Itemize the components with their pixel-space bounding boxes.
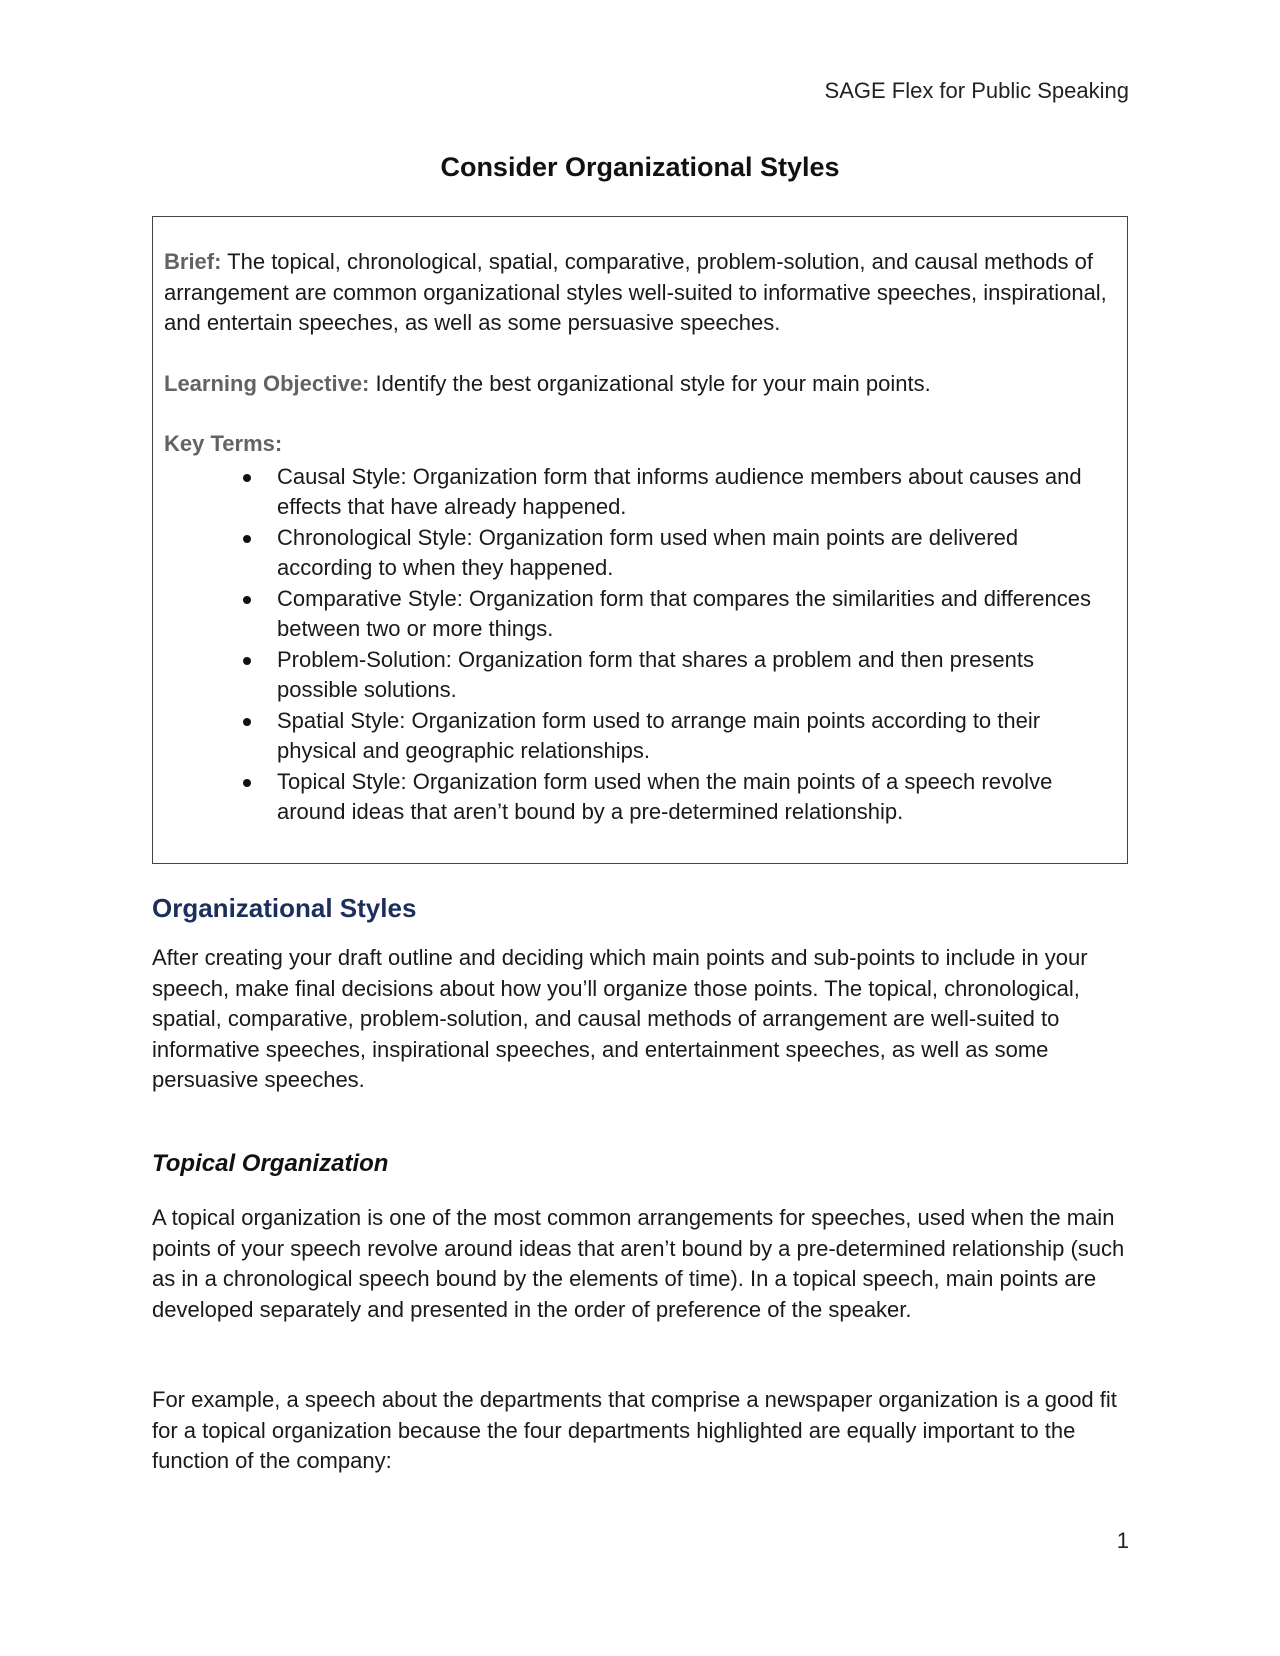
summary-box xyxy=(152,216,1128,864)
topical-paragraph-1: A topical organization is one of the most common arrangements for speeches, used when the main points of your speech revolve around ideas that aren’t bound by a pre-determined relationship (such as in a chronological speech bound by the elements of time). In a topical speech, main points are developed separately and presented in the order of preference of the speaker. xyxy=(152,1205,1125,1322)
page-number: 1 xyxy=(1116,1528,1129,1553)
objective-label: Learning Objective: xyxy=(164,370,370,396)
key-term-chronological: Chronological Style: Organization form used when main points are delivered according to when they happened. xyxy=(277,523,1115,584)
key-terms-label: Key Terms: xyxy=(164,431,283,456)
objective-paragraph xyxy=(164,369,1115,400)
running-header: SAGE Flex for Public Speaking xyxy=(824,78,1129,103)
brief-text: The topical, chronological, spatial, comparative, problem-solution, and causal methods of arrangement are common organizational styles well-suited to informative speeches, inspirational, and entertain speeches, as well as some persuasive speeches. xyxy=(164,249,1107,335)
intro-paragraph: After creating your draft outline and deciding which main points and sub-points to include in your speech, make final decisions about how you’ll organize those points. The topical, chronological, spatial, comparative, problem-solution, and causal methods of arrangement are well-suited to informative speeches, inspirational speeches, and entertainment speeches, as well as some persuasive speeches. xyxy=(152,945,1088,1092)
key-terms-list xyxy=(164,462,1115,828)
key-term-spatial: Spatial Style: Organization form used to arrange main points according to their physical and geographic relationships. xyxy=(277,706,1115,767)
section-heading: Organizational Styles xyxy=(152,893,417,923)
key-term-comparative: Comparative Style: Organization form that compares the similarities and differences between two or more things. xyxy=(277,584,1115,645)
key-term-causal: Causal Style: Organization form that informs audience members about causes and effects that have already happened. xyxy=(277,462,1115,523)
objective-text: Identify the best organizational style for your main points. xyxy=(369,370,931,396)
brief-paragraph xyxy=(164,247,1115,339)
topical-paragraph-2: For example, a speech about the departments that comprise a newspaper organization is a good fit for a topical organization because the four departments highlighted are equally important to the function of the company: xyxy=(152,1387,1117,1473)
page-title: Consider Organizational Styles xyxy=(440,152,840,182)
subsection-heading: Topical Organization xyxy=(152,1150,389,1177)
brief-label: Brief: xyxy=(164,249,222,274)
key-term-problem-solution: Problem-Solution: Organization form that shares a problem and then presents possible solutions. xyxy=(277,645,1115,706)
key-term-topical: Topical Style: Organization form used when the main points of a speech revolve around ideas that aren’t bound by a pre-determined relationship. xyxy=(277,767,1115,828)
